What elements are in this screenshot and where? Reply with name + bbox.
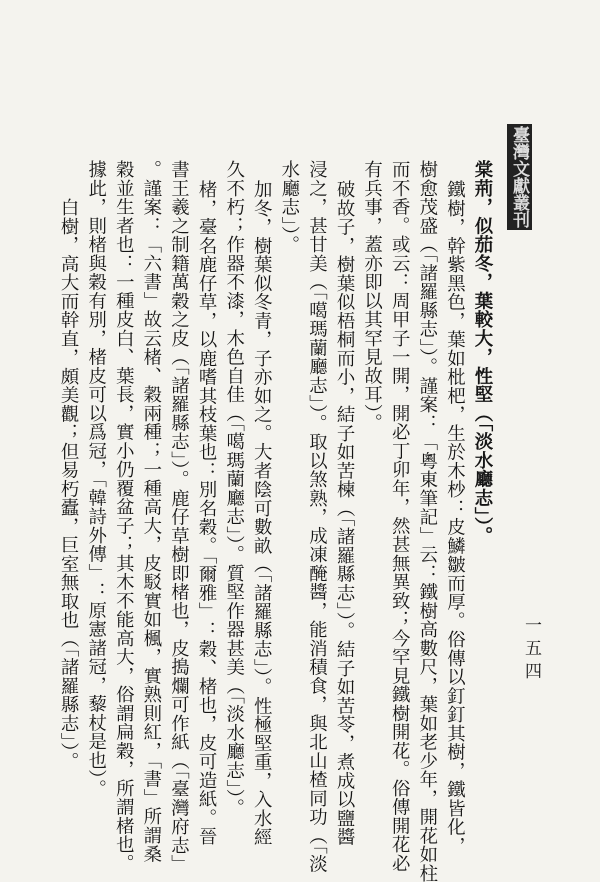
text-column: 據此，則楮與穀有別，楮皮可以爲冠，「韓詩外傳」：原憲諸冠，藜杖是也）。 — [85, 160, 107, 798]
text-column: 加冬，樹葉似冬青，子亦如之。大者陰可數畝（「諸羅縣志」）。性極堅重，入水經 — [251, 180, 273, 847]
series-title — [496, 124, 532, 230]
text-column: 楮，臺名鹿仔草，以鹿嗜其枝葉也：別名穀。「爾雅」：穀、楮也，皮可造紙。晉 — [196, 180, 218, 846]
text-column: 白樹，高大而幹直，頗美觀；但易朽蠹，巨室無取也（「諸羅縣志」）。 — [58, 198, 80, 771]
page-number: 一五四 — [521, 616, 541, 685]
text-column: 有兵事，蓋亦即以其罕見故耳）。 — [361, 160, 383, 433]
text-column: 水廳志」）。 — [278, 160, 300, 255]
text-column: 棠荊，似茄冬，葉較大，性堅（「淡水廳志」）。 — [472, 160, 493, 545]
text-column: 鐵樹，幹紫黑色，葉如枇杷，生於木杪：皮鱗皺而厚。俗傳以釘釘其樹，鐵皆化， — [444, 180, 466, 855]
text-column: 久不朽；作器不漆，木色自佳（「噶瑪蘭廳志」）。質堅作器甚美（「淡水廳志」）。 — [223, 160, 245, 818]
text-column: 書王羲之制籍萬穀之皮（「諸羅縣志」）。鹿仔草樹即楮也，皮搗爛可作紙（「臺灣府志」 — [168, 160, 190, 874]
text-column: 而不香。或云：周甲子一開，開必丁卯年，然甚無異致；今罕見鐵樹開花。俗傳開花必 — [389, 160, 411, 873]
text-column: 浸之，甚甘美（「噶瑪蘭廳志」）。取以煞熟，成凍醃醬，能消積食，與北山楂同功（「淡 — [306, 160, 328, 874]
text-column: 樹愈茂盛（「諸羅縣志」）。謹案：「粵東筆記」云：鐵樹高數尺，葉如老少年，開花如柱 — [416, 160, 438, 882]
text-column: 。謹案：「六書」故云楮、穀兩種；一種高大，皮駁實如楓，實熟則紅，「書」所謂桑 — [140, 160, 162, 864]
text-column: 破故子，樹葉似梧桐而小，結子如苦楝（「諸羅縣志」）。結子如苦苓，煮成以鹽醬 — [334, 180, 356, 847]
text-column: 穀並生者也：一種皮白、葉長，實小仍覆盆子；其木不能高大，俗謂扁穀，所謂楮也。 — [113, 160, 135, 873]
body-text — [44, 160, 496, 882]
series-title-text: 臺灣文獻叢刊 — [507, 124, 532, 230]
